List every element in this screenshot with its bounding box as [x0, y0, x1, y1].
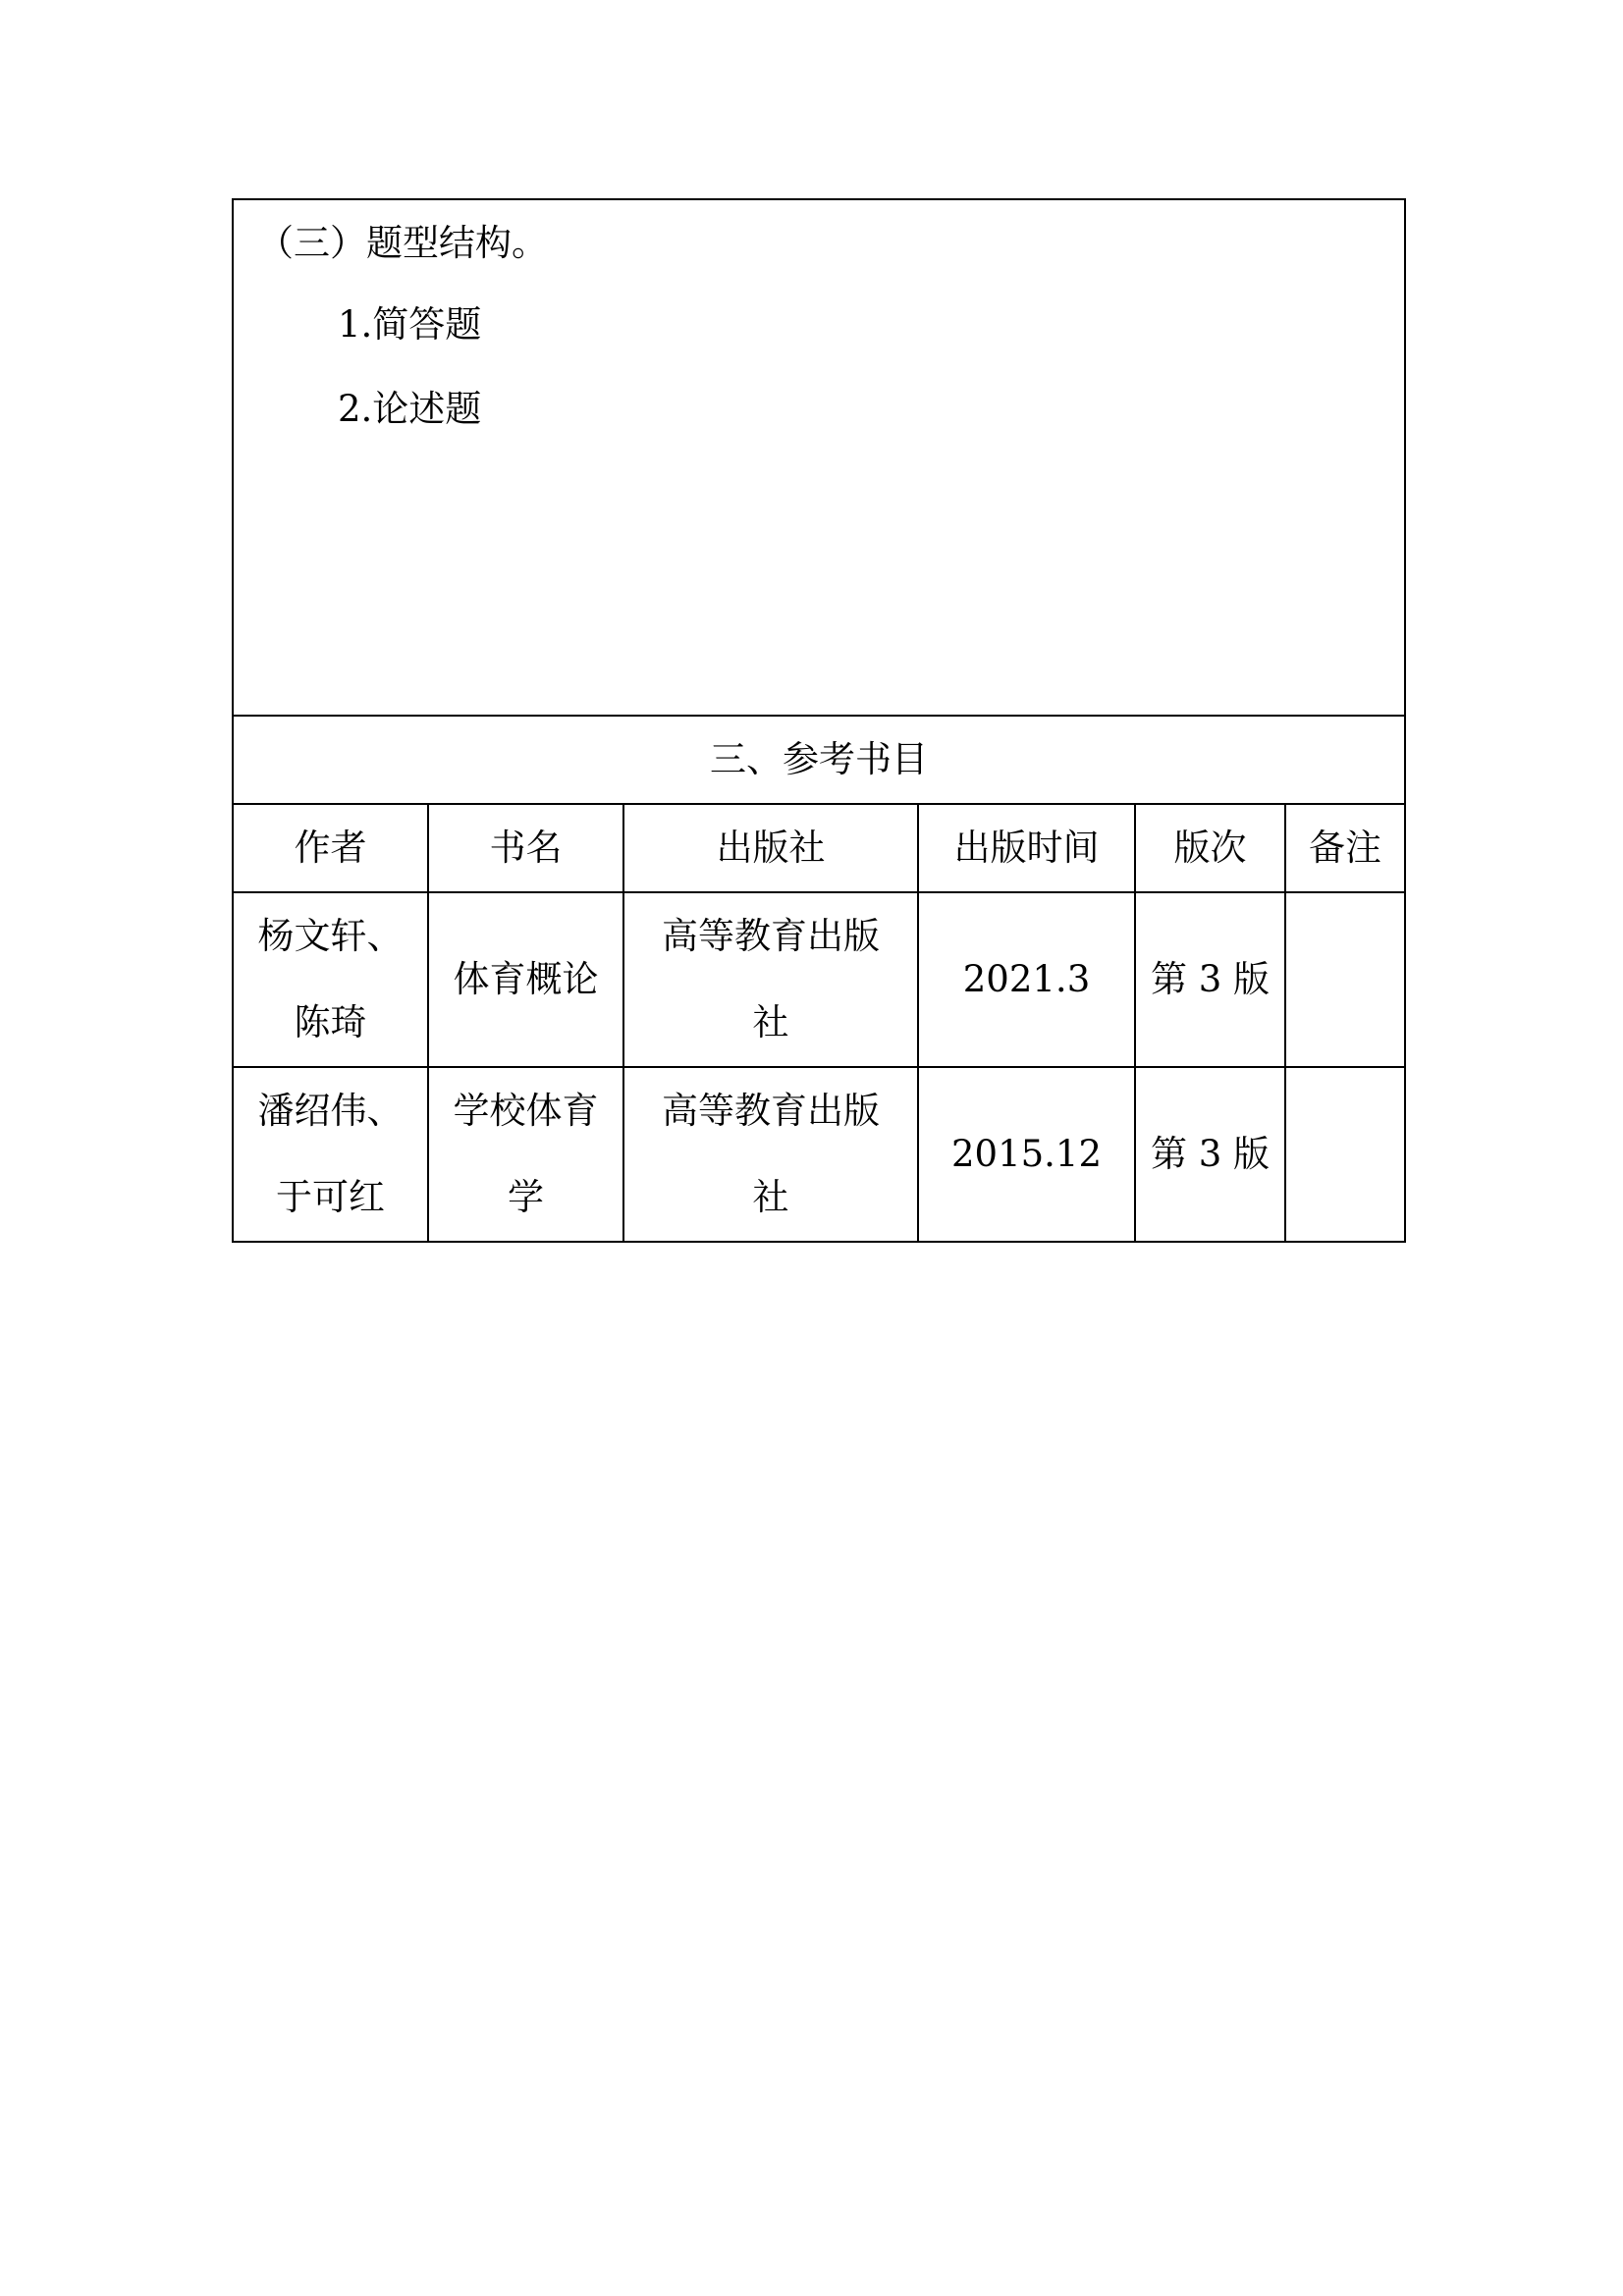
- references-title-row: [233, 716, 1405, 804]
- book-note: [1285, 892, 1405, 1067]
- structure-item-essay: 2.论述题: [338, 388, 482, 430]
- book-author: 杨文轩、陈琦: [233, 892, 428, 1067]
- book-title: 学校体育学: [428, 1067, 623, 1242]
- exam-info-table: [232, 198, 1406, 1243]
- column-header-date: 出版时间: [918, 804, 1135, 892]
- book-publisher: 高等教育出版社: [623, 892, 918, 1067]
- column-header-title: 书名: [428, 804, 623, 892]
- column-header-edition: 版次: [1135, 804, 1285, 892]
- column-header-note: 备注: [1285, 804, 1405, 892]
- references-section-title: 三、参考书目: [233, 716, 1405, 804]
- structure-cell: [233, 199, 1405, 716]
- book-date: 2015.12: [918, 1067, 1135, 1242]
- book-date: 2021.3: [918, 892, 1135, 1067]
- structure-item-short-answer: 1.简答题: [338, 303, 482, 346]
- column-header-publisher: 出版社: [623, 804, 918, 892]
- table-row: [233, 1067, 1405, 1242]
- table-header-row: [233, 804, 1405, 892]
- structure-row: [233, 199, 1405, 716]
- book-title: 体育概论: [428, 892, 623, 1067]
- book-edition: 第 3 版: [1135, 892, 1285, 1067]
- book-edition: 第 3 版: [1135, 1067, 1285, 1242]
- book-publisher: 高等教育出版社: [623, 1067, 918, 1242]
- book-author: 潘绍伟、于可红: [233, 1067, 428, 1242]
- column-header-author: 作者: [233, 804, 428, 892]
- table-row: [233, 892, 1405, 1067]
- book-note: [1285, 1067, 1405, 1242]
- structure-heading: （三）题型结构。: [257, 222, 548, 264]
